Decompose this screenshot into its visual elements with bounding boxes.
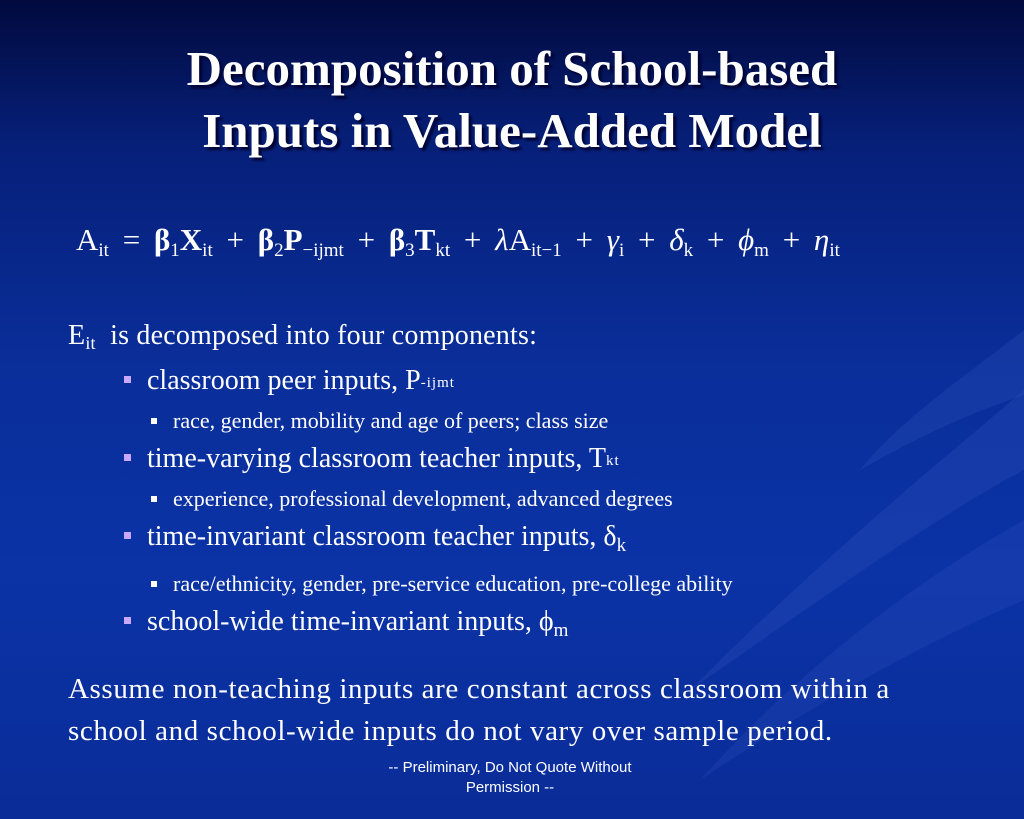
list-item [68, 519, 968, 564]
component-label: time-invariant classroom teacher inputs, δ [147, 521, 617, 552]
component-sub: k [616, 535, 627, 556]
bullet-icon [151, 581, 157, 587]
bullet-icon [124, 532, 131, 539]
eq-beta-2: β [257, 222, 275, 257]
slide-body [68, 316, 968, 649]
eq-eta: η [813, 222, 830, 257]
eq-A: A [76, 222, 99, 257]
eq-sub-k: k [683, 240, 694, 261]
eq-sub-3: 3 [405, 240, 415, 261]
component-sub: m [553, 620, 569, 641]
eq-delta: δ [669, 222, 684, 257]
footer-note [360, 758, 660, 798]
component-detail: experience, professional development, advanced degrees [173, 486, 673, 511]
list-item [68, 479, 968, 519]
eq-phi: ϕ [738, 222, 755, 257]
eq-sub-kt: kt [435, 240, 451, 261]
bullet-icon [124, 454, 131, 461]
list-item [68, 441, 968, 479]
title-line-1: Decomposition of School-based [186, 41, 838, 96]
eq-beta-3: β [388, 222, 406, 257]
list-item [68, 363, 968, 401]
eq-sub-it-eta: it [829, 240, 840, 261]
component-sub: -ijmt [420, 375, 455, 391]
component-sub: kt [606, 453, 620, 469]
eq-plus: + [226, 222, 244, 257]
eq-plus: + [637, 222, 656, 257]
title-line-2: Inputs in Value-Added Model [202, 103, 822, 158]
lead-statement [68, 316, 968, 363]
eq-sub-2: 2 [274, 240, 284, 261]
bullet-icon [124, 376, 131, 383]
eq-sub-m: m [754, 240, 769, 261]
bullet-icon [124, 617, 131, 624]
eq-sub-ijmt: −ijmt [302, 240, 344, 261]
eq-plus: + [575, 222, 593, 257]
eq-A-lag: A [508, 222, 531, 257]
footer-line-1: -- Preliminary, Do Not Quote Without [388, 759, 632, 776]
bullet-icon [151, 496, 157, 502]
component-label: classroom peer inputs, P [147, 365, 421, 396]
lead-text: is decomposed into four components: [110, 320, 538, 351]
eq-lambda: λ [495, 222, 509, 257]
lead-E: E [68, 320, 86, 351]
slide-title [0, 38, 1024, 162]
eq-sub-it-x: it [202, 240, 213, 261]
list-item [68, 564, 968, 604]
component-label: school-wide time-invariant inputs, ϕ [147, 606, 554, 637]
eq-gamma: γ [606, 222, 619, 257]
value-added-equation [76, 222, 840, 262]
footer-line-2: Permission -- [465, 779, 555, 796]
eq-equals: = [122, 222, 141, 257]
assumption-text: Assume non-teaching inputs are constant across classroom within a school and school-wide inputs do not vary over sample period. [68, 673, 890, 747]
eq-sub-1: 1 [170, 240, 180, 261]
eq-X: X [179, 222, 203, 257]
eq-sub-it-1: it−1 [530, 240, 562, 261]
eq-plus: + [782, 222, 801, 257]
eq-P: P [283, 222, 303, 257]
eq-sub-i: i [618, 240, 625, 261]
eq-plus: + [357, 222, 376, 257]
list-item [68, 604, 968, 649]
component-detail: race/ethnicity, gender, pre-service education, pre-college ability [173, 571, 733, 596]
eq-plus: + [463, 222, 482, 257]
list-item [68, 401, 968, 441]
eq-plus: + [706, 222, 725, 257]
eq-sub-it: it [98, 240, 109, 261]
lead-sub: it [85, 333, 96, 353]
bullet-icon [151, 418, 157, 424]
eq-beta-1: β [153, 222, 171, 257]
component-detail: race, gender, mobility and age of peers; class size [173, 408, 609, 433]
component-label: time-varying classroom teacher inputs, T [147, 443, 607, 474]
eq-T: T [414, 222, 436, 257]
